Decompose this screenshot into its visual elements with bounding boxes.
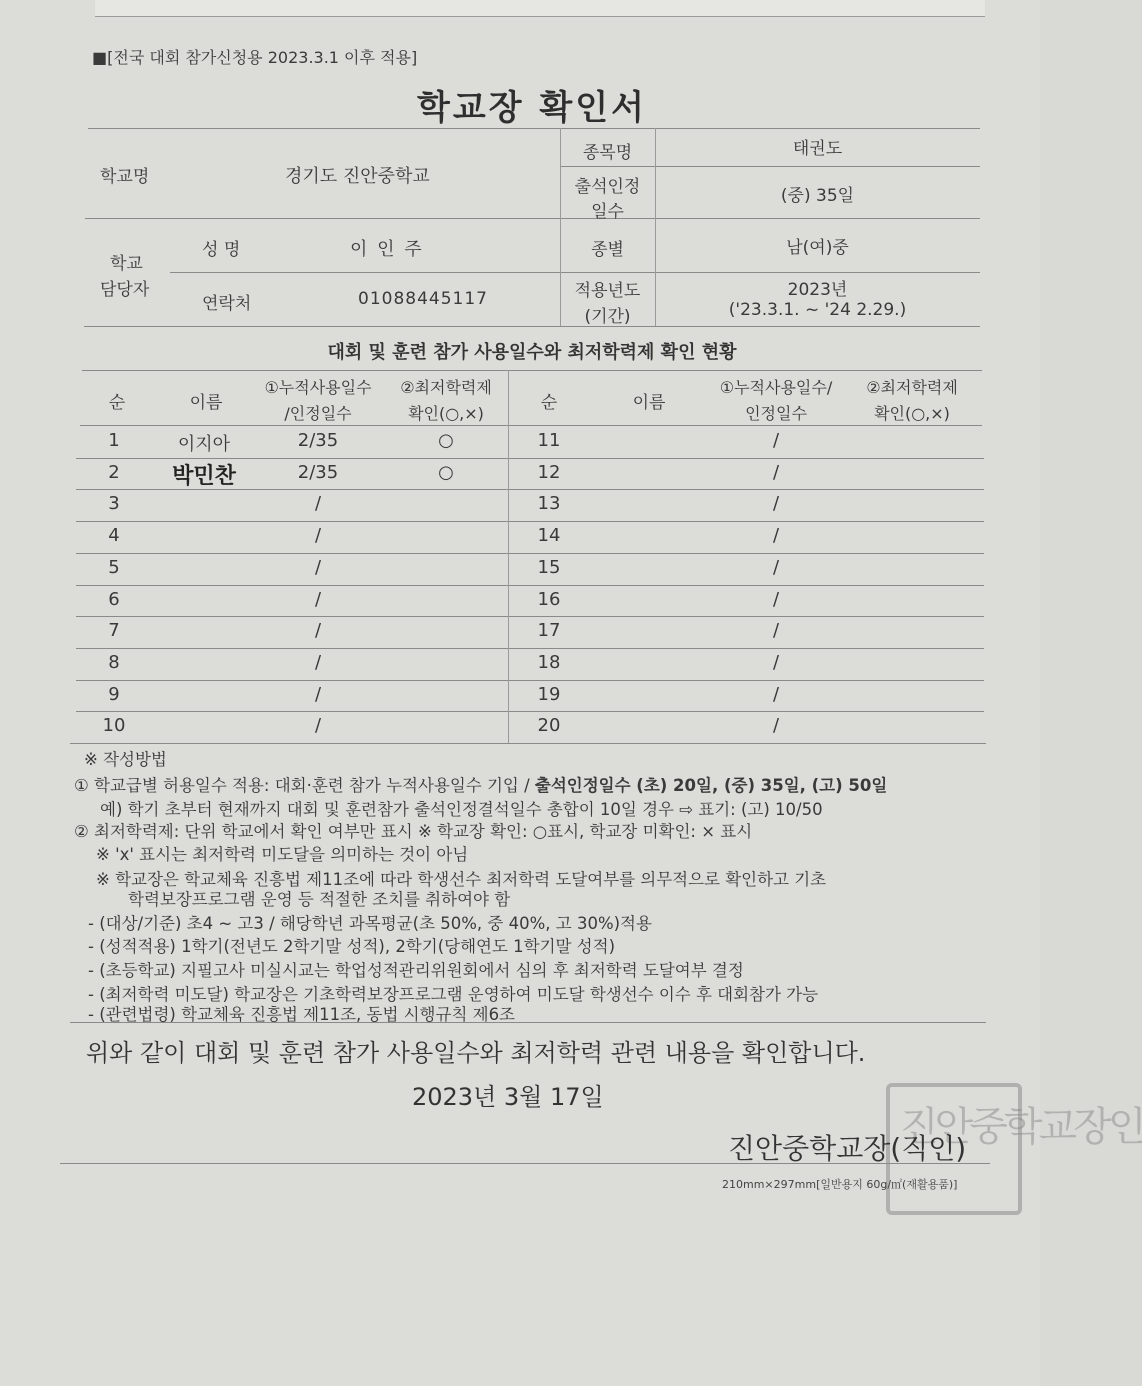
year-label-1: 적용년도: [574, 281, 641, 301]
notes-heading: ※ 작성방법: [84, 750, 167, 769]
period-value: ('23.3.1. ~ '24 2.29.): [728, 300, 907, 320]
manager-name-label: 성 명: [202, 240, 241, 260]
divider: [508, 370, 509, 743]
paper-spec: 210mm×297mm[일반용지 60g/㎡(재활용품)]: [722, 1178, 958, 1191]
note-4-cont: 학력보장프로그램 운영 등 적절한 조치를 취하여야 함: [128, 890, 511, 909]
cell-no: 7: [108, 620, 120, 642]
cell-days: /: [314, 556, 322, 578]
school-name-label: 학교명: [100, 167, 150, 187]
divider: [85, 218, 980, 219]
cell-no: 9: [108, 683, 120, 705]
detail-4: - (최저학력 미도달) 학교장은 기초학력보장프로그램 운영하여 미도달 학생선수 이수 후 대회참가 가능: [88, 985, 819, 1004]
issue-date: 2023년 3월 17일: [412, 1083, 604, 1111]
cell-days: /: [314, 683, 322, 705]
note-1-example: 예) 학기 초부터 현재까지 대회 및 훈련참가 출석인정결석일수 총합이 10일 경우 ⇨ 표기: (고) 10/50: [100, 800, 823, 819]
cell-days: /: [314, 493, 322, 515]
divider: [80, 425, 982, 426]
cell-days: /: [772, 556, 780, 578]
page-title: 학교장 확인서: [417, 88, 647, 128]
divider: [88, 128, 980, 129]
cell-days: /: [314, 715, 322, 737]
divider: [170, 272, 980, 273]
section-title: 대회 및 훈련 참가 사용일수와 최저학력제 확인 현황: [327, 342, 737, 363]
detail-1: - (대상/기준) 초4 ~ 고3 / 해당학년 과목평균(초 50%, 중 40%, 고 30%)적용: [88, 914, 652, 933]
cell-no: 5: [108, 556, 120, 578]
cell-no: 1: [108, 430, 120, 451]
divider: [76, 553, 984, 554]
divider: [70, 743, 986, 744]
note-1-text: ① 학교급별 허용일수 적용: 대회·훈련 참가 누적사용일수 기입 /: [74, 776, 535, 795]
col-check-left-1: ②최저학력제: [400, 378, 492, 397]
cell-no: 13: [537, 493, 561, 515]
cell-no: 19: [537, 683, 561, 705]
cell-days: 2/35: [297, 461, 339, 483]
divider: [70, 1022, 986, 1023]
cell-days: /: [772, 461, 780, 483]
cell-no: 14: [537, 525, 561, 547]
divider: [84, 326, 980, 327]
cell-no: 16: [537, 588, 561, 610]
cell-name: 이지아: [177, 434, 231, 455]
note-1-bold: 출석인정일수 (초) 20일, (중) 35일, (고) 50일: [534, 776, 888, 795]
col-no-right: 순: [540, 393, 558, 413]
detail-3: - (초등학교) 지필고사 미실시교는 학업성적관리위원회에서 심의 후 최저학력 도달여부 결정: [88, 961, 744, 980]
contact-value: 01088445117: [358, 289, 488, 309]
confirmation-statement: 위와 같이 대회 및 훈련 참가 사용일수와 최저학력 관련 내용을 확인합니다.: [86, 1039, 866, 1067]
official-seal-text: 진안중학교장인: [900, 1104, 1142, 1150]
cell-no: 10: [102, 715, 126, 737]
col-check-left-2: 확인(○,×): [408, 404, 484, 423]
detail-2: - (성적적용) 1학기(전년도 2학기말 성적), 2학기(당해연도 1학기말 성적): [88, 937, 616, 956]
event-value: 태권도: [792, 139, 843, 159]
divider: [76, 585, 984, 586]
cell-no: 4: [108, 525, 120, 547]
col-check-right-2: 확인(○,×): [874, 404, 950, 423]
col-check-right-1: ②최저학력제: [866, 378, 958, 397]
divider: [60, 1163, 990, 1164]
cell-no: 11: [537, 430, 561, 451]
cell-days: /: [314, 620, 322, 642]
divider: [76, 489, 984, 490]
cell-no: 12: [537, 461, 561, 483]
cell-days: 2/35: [297, 430, 339, 451]
cell-no: 20: [537, 715, 561, 737]
divider: [560, 166, 980, 167]
form-tag: ■[전국 대회 참가신청용 2023.3.1 이후 적용]: [92, 48, 418, 67]
divider: [76, 648, 984, 649]
cell-days: /: [772, 588, 780, 610]
col-days-right-1: ①누적사용일수/: [719, 378, 833, 397]
cell-days: /: [772, 651, 780, 673]
year-value: 2023년: [787, 280, 848, 300]
attend-label-2: 일수: [591, 202, 624, 222]
contact-label: 연락처: [202, 294, 252, 314]
col-days-right-2: 인정일수: [745, 404, 807, 423]
col-no-left: 순: [108, 393, 126, 413]
cell-check: ○: [438, 430, 454, 451]
cell-days: /: [772, 493, 780, 515]
divider: [76, 680, 984, 681]
cell-no: 3: [108, 493, 120, 515]
cell-days: /: [314, 651, 322, 673]
cell-days: /: [772, 430, 780, 451]
cell-days: /: [772, 525, 780, 547]
manager-label-1: 학교: [110, 254, 143, 274]
divider: [76, 521, 984, 522]
col-name-right: 이름: [632, 393, 666, 413]
manager-label-2: 담당자: [100, 280, 150, 300]
top-paper-edge: [95, 0, 985, 17]
cell-no: 6: [108, 588, 120, 610]
event-label: 종목명: [582, 143, 633, 163]
cell-name: 박민찬: [172, 463, 236, 489]
detail-5: - (관련법령) 학교체육 진흥법 제11조, 동법 시행규칙 제6조: [88, 1005, 515, 1024]
attend-label-1: 출석인정: [574, 177, 641, 197]
manager-name: 이 인 주: [350, 239, 424, 260]
cell-check: ○: [438, 461, 454, 483]
divider: [76, 711, 984, 712]
school-name: 경기도 진안중학교: [285, 166, 430, 187]
cell-no: 15: [537, 556, 561, 578]
year-label-2: (기간): [584, 307, 631, 327]
principal-signature: 진안중학교장(직인): [728, 1132, 967, 1165]
cell-days: /: [314, 525, 322, 547]
cell-days: /: [772, 620, 780, 642]
cell-days: /: [314, 588, 322, 610]
divider: [76, 616, 984, 617]
type-value: 남(여)중: [786, 238, 849, 258]
col-days-left-2: /인정일수: [284, 404, 352, 423]
note-3: ※ 'x' 표시는 최저학력 미도달을 의미하는 것이 아님: [96, 845, 469, 864]
cell-days: /: [772, 715, 780, 737]
cell-days: /: [772, 683, 780, 705]
cell-no: 18: [537, 651, 561, 673]
note-2: ② 최저학력제: 단위 학교에서 확인 여부만 표시 ※ 학교장 확인: ○표시, 학교장 미확인: × 표시: [74, 822, 753, 841]
cell-no: 2: [108, 461, 120, 483]
col-name-left: 이름: [189, 393, 223, 413]
divider: [82, 370, 982, 371]
attend-value: (중) 35일: [780, 186, 855, 206]
col-days-left-1: ①누적사용일수: [264, 378, 372, 397]
cell-no: 17: [537, 620, 561, 642]
type-label: 종별: [591, 240, 624, 260]
cell-no: 8: [108, 651, 120, 673]
note-4: ※ 학교장은 학교체육 진흥법 제11조에 따라 학생선수 최저학력 도달여부를 의무적으로 확인하고 기초: [96, 870, 827, 889]
